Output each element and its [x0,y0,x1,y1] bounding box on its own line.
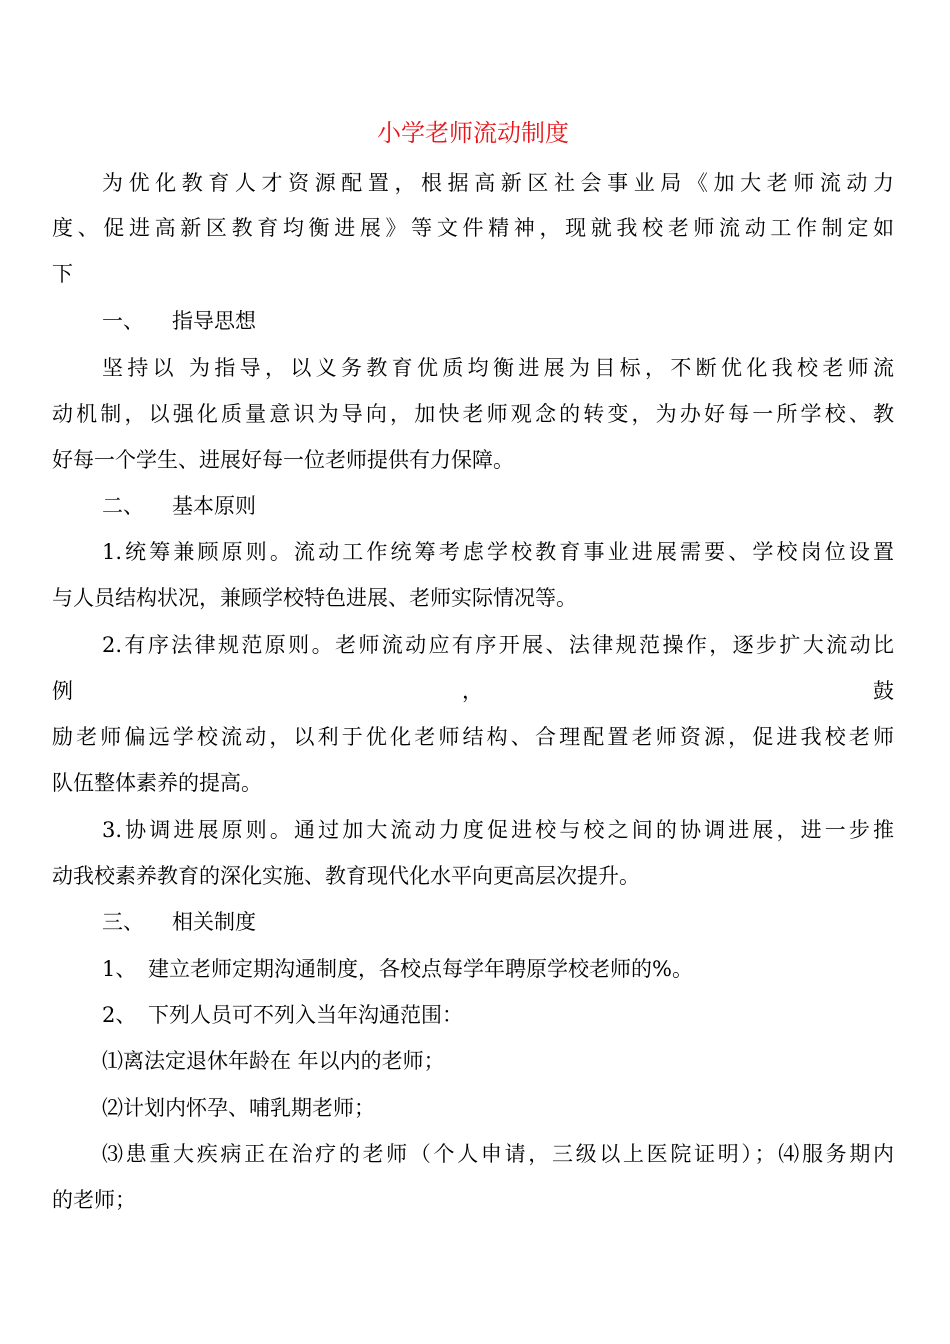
section-title: 相关制度 [172,910,256,934]
intro-line-3: 下 [52,262,73,286]
principle-2-line-2-end: 鼓 [873,679,894,703]
item-number: 1、 [102,957,137,981]
principle-1-line-1: 1.统筹兼顾原则。流动工作统筹考虑学校教育事业进展需要、学校岗位设置 [102,540,894,564]
exemption-2: ⑵计划内怀孕、哺乳期老师； [102,1096,375,1120]
exemption-1: ⑴离法定退休年龄在 年以内的老师； [102,1049,445,1073]
rule-item-1 [102,954,693,984]
item-text: 建立老师定期沟通制度，各校点每学年聘原学校老师的%。 [148,957,693,981]
principle-1-line-2: 与人员结构状况，兼顾学校特色进展、老师实际情况等。 [52,586,577,610]
rule-item-2 [102,1000,463,1030]
section-heading-1 [102,306,256,336]
section-number: 一、 [102,309,144,333]
section1-line-2: 动机制，以强化质量意识为导向，加快老师观念的转变，为办好每一所学校、教 [52,402,894,426]
item-text: 下列人员可不列入当年沟通范围： [148,1003,463,1027]
intro-line-1: 为优化教育人才资源配置，根据高新区社会事业局《加大老师流动力 [102,171,894,195]
principle-2-line-2-comma: ， [462,679,483,703]
principle-2-line-4: 队伍整体素养的提高。 [52,771,262,795]
item-number: 2、 [102,1003,137,1027]
section1-line-1: 坚持以 为指导，以义务教育优质均衡进展为目标，不断优化我校老师流 [102,356,894,380]
document-title: 小学老师流动制度 [377,119,569,147]
principle-3-line-2: 动我校素养教育的深化实施、教育现代化水平向更高层次提升。 [52,864,640,888]
section-heading-2 [102,491,256,521]
principle-2-line-2-start: 例 [52,679,73,703]
section-title: 基本原则 [172,494,256,518]
intro-line-2: 度、促进高新区教育均衡进展》等文件精神，现就我校老师流动工作制定如 [52,216,894,240]
section1-line-3: 好每一个学生、进展好每一位老师提供有力保障。 [52,448,514,472]
principle-3-line-1: 3.协调进展原则。通过加大流动力度促进校与校之间的协调进展，进一步推 [102,818,894,842]
section-number: 二、 [102,494,144,518]
section-heading-3 [102,907,256,937]
section-title: 指导思想 [172,309,256,333]
exemption-3-line-1: ⑶患重大疾病正在治疗的老师（个人申请，三级以上医院证明）；⑷服务期内 [102,1142,894,1166]
section-number: 三、 [102,910,144,934]
exemption-3-line-2: 的老师； [52,1188,136,1212]
principle-2-line-3: 励老师偏远学校流动，以利于优化老师结构、合理配置老师资源，促进我校老师 [52,725,894,749]
principle-2-line-1: 2.有序法律规范原则。老师流动应有序开展、法律规范操作，逐步扩大流动比 [102,633,894,657]
